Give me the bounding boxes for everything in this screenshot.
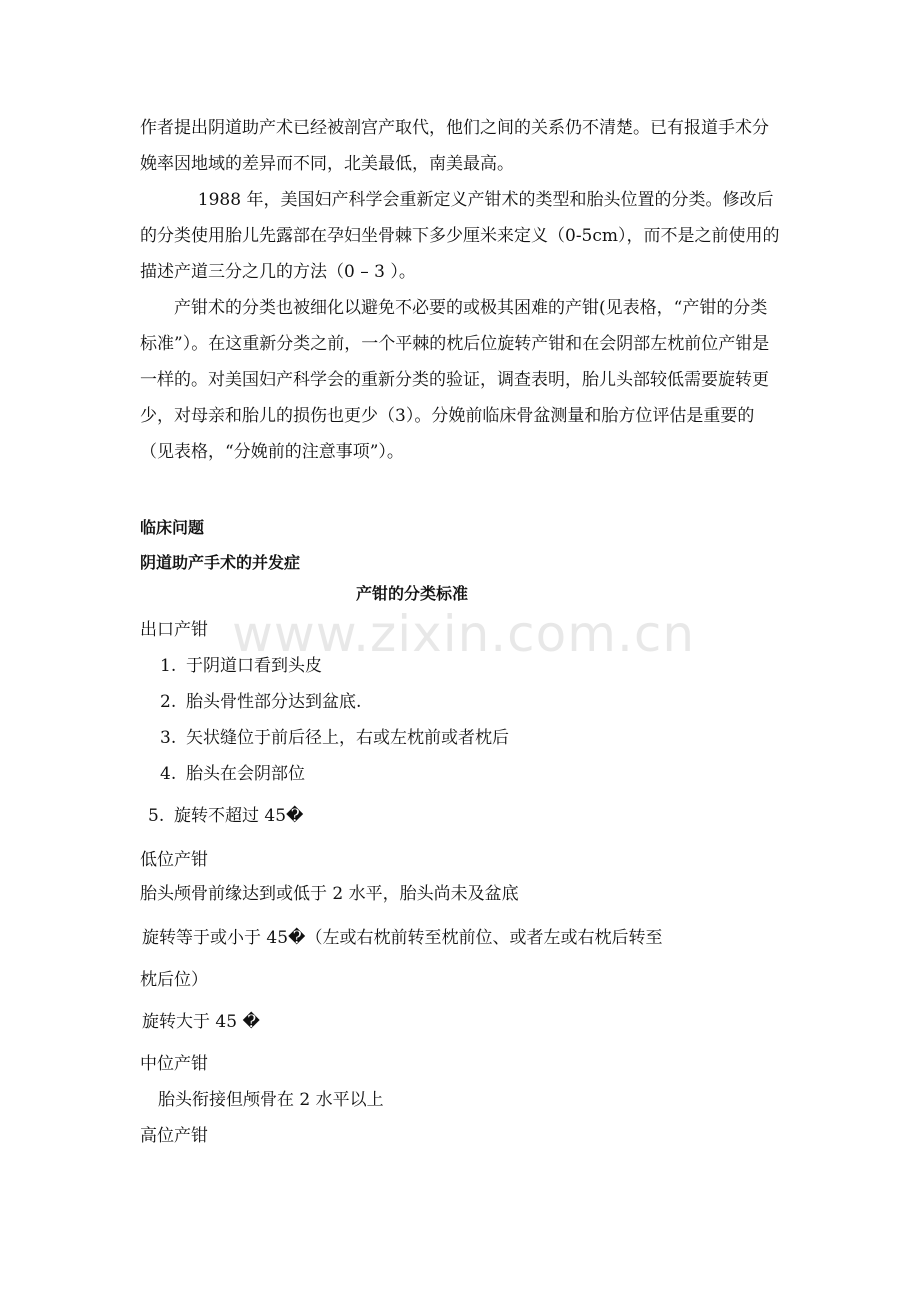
outlet-forceps-title: 出口产钳: [140, 620, 208, 640]
outlet-item-number: 4.: [160, 764, 177, 784]
outlet-item-text: 于阴道口看到头皮: [186, 656, 322, 676]
paragraph-2: 1988 年，美国妇产科学会重新定义产钳术的类型和胎头位置的分类。修改后的分类使用胎儿先露部在孕妇坐骨棘下多少厘米来定义（0-5cm），而不是之前使用的描述产道三分之几的方法（0 – 3 ）。: [140, 190, 780, 282]
heading-clinical-issues: 临床问题: [140, 518, 205, 537]
watermark: www.zixin.com.cn: [232, 605, 696, 663]
outlet-item-number: 5.: [148, 806, 165, 826]
low-forceps-title: 低位产钳: [140, 850, 208, 870]
low-forceps-line-4: 旋转大于 45 �: [142, 1012, 260, 1032]
outlet-item-number: 3.: [160, 728, 177, 748]
low-forceps-line-1: 胎头颅骨前缘达到或低于 2 水平，胎头尚未及盆底: [140, 884, 519, 904]
outlet-item-text: 胎头骨性部分达到盆底.: [186, 692, 362, 712]
table-title: 产钳的分类标准: [356, 584, 469, 603]
outlet-item-4: [160, 762, 305, 786]
outlet-item-text: 矢状缝位于前后径上，右或左枕前或者枕后: [186, 728, 509, 748]
outlet-item-5: [148, 804, 303, 828]
mid-forceps-title: 中位产钳: [140, 1054, 208, 1074]
low-forceps-line-2: 旋转等于或小于 45�（左或右枕前转至枕前位、或者左或右枕后转至: [142, 928, 663, 948]
heading-complications: 阴道助产手术的并发症: [140, 553, 301, 572]
outlet-item-text: 胎头在会阴部位: [186, 764, 305, 784]
outlet-item-2: [160, 690, 361, 714]
paragraph-1: 作者提出阴道助产术已经被剖宫产取代，他们之间的关系仍不清楚。已有报道手术分娩率因地域的差异而不同，北美最低，南美最高。: [140, 118, 769, 174]
outlet-item-text: 旋转不超过 45�: [174, 806, 304, 826]
low-forceps-line-3: 枕后位）: [140, 970, 208, 990]
outlet-item-3: [160, 726, 509, 750]
paragraph-3: 产钳术的分类也被细化以避免不必要的或极其困难的产钳(见表格，“产钳的分类标准”）。在这重新分类之前，一个平棘的枕后位旋转产钳和在会阴部左枕前位产钳是一样的。对美国妇产科学会的重新分类的验证，调查表明，胎儿头部较低需要旋转更少，对母亲和胎儿的损伤也更少（3）。分娩前临床骨盆测量和胎方位评估是重要的（见表格，“分娩前的注意事项”）。: [140, 298, 770, 462]
high-forceps-title: 高位产钳: [140, 1126, 208, 1146]
outlet-item-1: [160, 654, 322, 678]
mid-forceps-line-1: 胎头衔接但颅骨在 2 水平以上: [158, 1090, 384, 1110]
outlet-item-number: 2.: [160, 692, 177, 712]
outlet-item-number: 1.: [160, 656, 177, 676]
